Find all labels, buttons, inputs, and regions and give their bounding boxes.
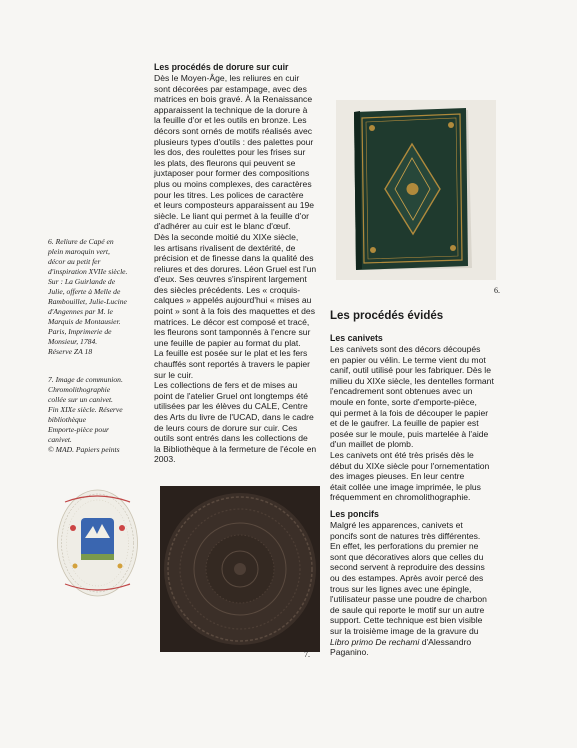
- poncifs-book-title: Libro primo De rechami: [330, 636, 420, 647]
- embossing-mould-image: [160, 486, 320, 652]
- figure-7-label: 7.: [304, 650, 310, 659]
- section-heading-dorure: Les procédés de dorure sur cuir: [154, 62, 289, 72]
- caption-figure-7: 7. Image de communion. Chromolithographie collée sur un canivet. Fin XIXe siècle. Réserve bibliothèque Emporte-pièce pour canivet. © MAD. Papiers peints: [48, 375, 123, 454]
- poncifs-heading: Les poncifs: [330, 509, 379, 519]
- figure-7-plate-photo: [160, 486, 320, 652]
- left-section: [154, 62, 324, 465]
- figure-6-photo: [336, 100, 496, 280]
- poncifs-text-end: d'Alessandro Paganino.: [330, 636, 472, 658]
- figure-6-label: 6.: [494, 286, 500, 295]
- canivets-paragraph: Les canivets sont des décors découpés en papier ou vélin. Le terme vient du mot canif, outil utilisé pour les fabriquer. Dès le milieu du XIXe siècle, les dentelles formant l'encadrement sont obtenues avec un moule en fonte, sorte d'emporte-pièce, qui permet à la fois de découper le papier et de le gaufrer. La feuille de papier est posée sur le moule, puis martelée à l'aide d'un maillet de plomb. Les canivets ont été très prisés dès le début du XIXe siècle pour l'ornementation des images pieuses. En leur centre était collée une image imprimée, le plus fréquemment en chromolithographie.: [330, 344, 494, 503]
- poncifs-text-start: Malgré les apparences, canivets et poncifs sont de natures très différentes. En effet, les perforations du premier ne sont que décoratives alors que celles du second servent à reproduire des dessins ou des estampes. Après avoir percé des trous sur les lignes avec une épingle, l'utilisateur passe une poudre de charbon de saule qui reporte le motif sur un autre support. Cette technique est bien visible sur la troisième image de la gravure du: [330, 520, 487, 636]
- poncifs-paragraph: [330, 520, 520, 658]
- caption-figure-6: 6. Reliure de Capé en plein maroquin vert, décor au petit fer d'inspiration XVIIe siècle. Sur : La Guirlande de Julie, offerte à Melle de Rambouillet, Julie-Lucine d'Angennes par M. le Marquis de Montausier. Paris, Imprimerie de Monsieur, 1784. Réserve ZA 18: [48, 237, 128, 356]
- lace-canivet-image: [55, 488, 140, 598]
- green-leather-book-image: [336, 100, 496, 280]
- figure-7-canivet-image: [55, 488, 140, 598]
- canivets-heading: Les canivets: [330, 333, 383, 343]
- section-title-evides: Les procédés évidés: [330, 310, 444, 322]
- dorure-paragraph: Dès le Moyen-Âge, les reliures en cuir sont décorées par estampage, avec des matrices en bois gravé. À la Renaissance apparaissent la technique de la dorure à la feuille d'or et les outils en bronze. Les décors sont ornés de motifs réalisés avec plusieurs types d'outils : des palettes pour les dos, des roulettes pour les frises sur les plats, des fleurons qui peuvent se juxtaposer pour former des compositions plus ou moins complexes, des caractères pour les titres. Les polices de caractère et leurs composteurs apparaissent au 19e siècle. Le liant qui permet à la feuille d'or d'adhérer au cuir est le blanc d'œuf. Dès la seconde moitié du XIXe siècle, les artisans rivalisent de dextérité, de précision et de finesse dans la qualité des reliures et des dorures. Léon Gruel est l'un d'eux. Ses œuvres s'inspirent largement des siècles précédents. Les « croquis- calques » appelés aujourd'hui « mises au point » sont à la fois des maquettes et des matrices. Le décor est composé et tracé, les fleurons sont tamponnés à l'encre sur une feuille de papier au format du plat. La feuille est posée sur le plat et les fers chauffés sont reportés à travers le papier sur le cuir. Les collections de fers et de mises au point de l'atelier Gruel ont longtemps été utilisées par les élèves du CALE, Centre des Arts du livre de l'UCAD, dans le cadre de leurs cours de dorure sur cuir. Ces outils sont entrés dans les collections de la Bibliothèque à la fermeture de l'école en 2003.: [154, 73, 317, 465]
